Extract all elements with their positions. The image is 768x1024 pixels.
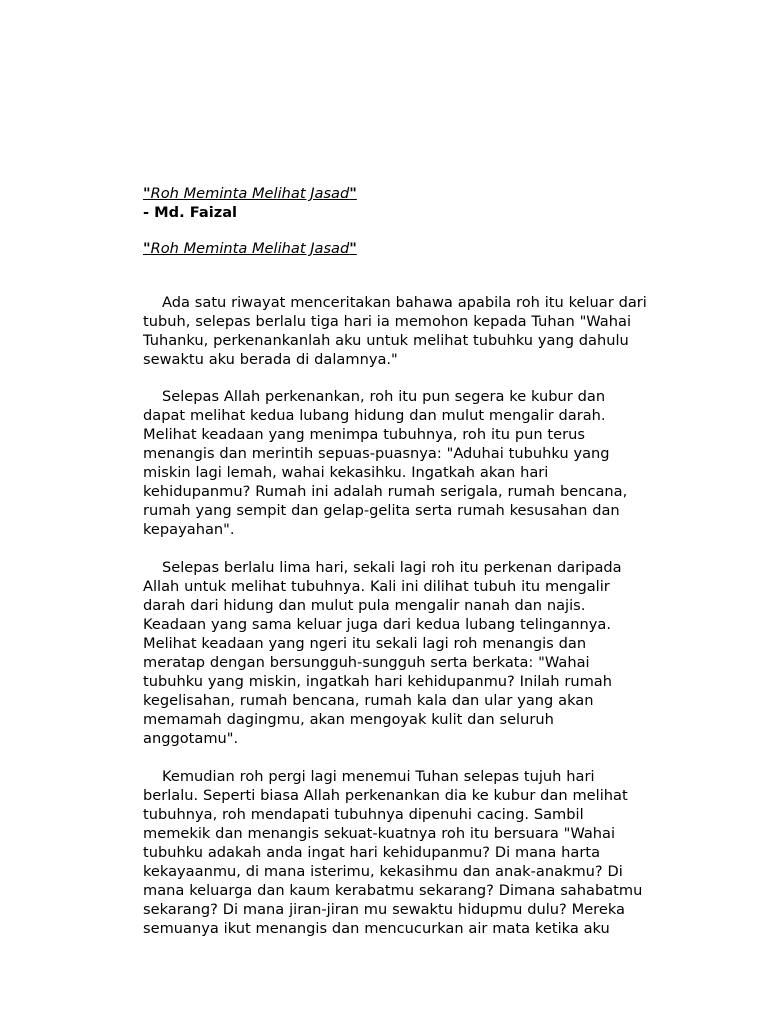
paragraph [143,293,688,369]
document-body [143,293,688,938]
paragraph-line: Tuhanku, perkenankanlah aku untuk melihat tubuhku yang dahulu [143,332,629,349]
paragraph-line: meratap dengan bersungguh-sungguh serta berkata: "Wahai [143,654,590,671]
paragraph-line: memamah dagingmu, akan mengoyak kulit dan seluruh [143,711,554,728]
paragraph-line: Melihat keadaan yang menimpa tubuhnya, roh itu pun terus [143,426,585,443]
paragraph-line: tubuh, selepas berlalu tiga hari ia memohon kepada Tuhan "Wahai [143,313,631,330]
paragraph-line: menangis dan merintih sepuas-puasnya: "Aduhai tubuhku yang [143,445,610,462]
paragraph-line: Allah untuk melihat tubuhnya. Kali ini dilihat tubuh itu mengalir [143,578,610,595]
paragraph-line: memekik dan menangis sekuat-kuatnya roh itu bersuara "Wahai [143,825,616,842]
paragraph-line: tubuhku adakah anda ingat hari kehidupanmu? Di mana harta [143,844,601,861]
paragraph-line: darah dari hidung dan mulut pula mengalir nanah dan najis. [143,597,586,614]
document-title: "Roh Meminta Melihat Jasad" [143,185,357,202]
document-page [143,184,688,938]
author-line: - Md. Faizal [143,204,238,221]
paragraph-line: kekayaanmu, di mana isterimu, kekasihmu dan anak-anakmu? Di [143,863,623,880]
paragraph-line: miskin lagi lemah, wahai kekasihku. Ingatkah akan hari [143,464,549,481]
paragraph-line: mana keluarga dan kaum kerabatmu sekarang? Dimana sahabatmu [143,882,643,899]
paragraph-line: tubuhku yang miskin, ingatkah hari kehidupanmu? Inilah rumah [143,673,612,690]
paragraph-line: semuanya ikut menangis dan mencucurkan air mata ketika aku [143,920,610,937]
paragraph-line: sewaktu aku berada di dalamnya." [143,351,398,368]
document-title-repeat-text: Roh Meminta Melihat Jasad [150,240,350,257]
paragraph-line: dapat melihat kedua lubang hidung dan mulut mengalir darah. [143,407,606,424]
paragraph [143,767,688,938]
paragraph-line: berlalu. Seperti biasa Allah perkenankan dia ke kubur dan melihat [143,787,628,804]
paragraph-line: rumah yang sempit dan gelap-gelita serta rumah kesusahan dan [143,502,620,519]
paragraph-line: Melihat keadaan yang ngeri itu sekali lagi roh menangis dan [143,635,587,652]
paragraph-line: Ada satu riwayat menceritakan bahawa apabila roh itu keluar dari [162,294,647,311]
paragraph-line: kepayahan". [143,521,235,538]
paragraph-line: sekarang? Di mana jiran-jiran mu sewaktu hidupmu dulu? Mereka [143,901,625,918]
paragraph-line: kehidupanmu? Rumah ini adalah rumah serigala, rumah bencana, [143,483,628,500]
document-title-text: Roh Meminta Melihat Jasad [150,185,350,202]
paragraph-line: anggotamu". [143,730,239,747]
paragraph-line: Selepas berlalu lima hari, sekali lagi roh itu perkenan daripada [162,559,622,576]
document-title-repeat: "Roh Meminta Melihat Jasad" [143,240,357,257]
paragraph-line: Selepas Allah perkenankan, roh itu pun segera ke kubur dan [162,388,606,405]
paragraph-line: kegelisahan, rumah bencana, rumah kala dan ular yang akan [143,692,594,709]
paragraph [143,387,688,539]
paragraph-line: Kemudian roh pergi lagi menemui Tuhan selepas tujuh hari [162,768,595,785]
paragraph [143,558,688,748]
paragraph-line: Keadaan yang sama keluar juga dari kedua lubang telingannya. [143,616,611,633]
paragraph-line: tubuhnya, roh mendapati tubuhnya dipenuhi cacing. Sambil [143,806,584,823]
